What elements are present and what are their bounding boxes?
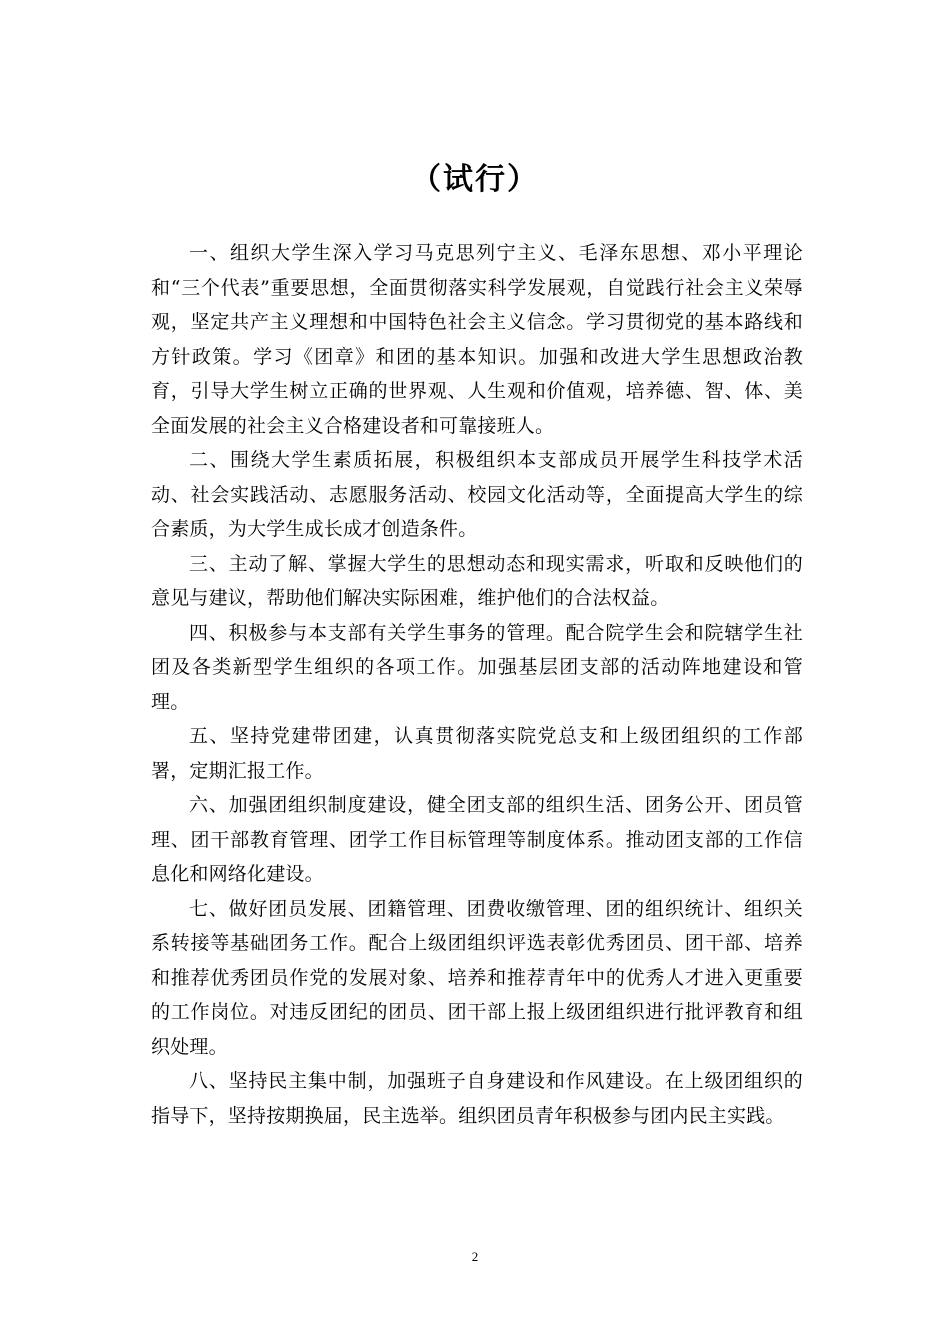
page-number: 2 xyxy=(471,1249,479,1264)
document-body xyxy=(151,236,803,1133)
paragraph-4: 四、积极参与本支部有关学生事务的管理。配合院学生会和院辖学生社团及各类新型学生组织的各项工作。加强基层团支部的活动阵地建设和管理。 xyxy=(151,621,803,713)
paragraph-7: 七、做好团员发展、团籍管理、团费收缴管理、团的组织统计、组织关系转接等基础团务工作。配合上级团组织评选表彰优秀团员、团干部、培养和推荐优秀团员作党的发展对象、培养和推荐青年中的优秀人才进入更重要的工作岗位。对违反团纪的团员、团干部上报上级团组织进行批评教育和组织处理。 xyxy=(151,897,803,1058)
document-title: （试行） xyxy=(411,162,539,197)
paragraph-3: 三、主动了解、掌握大学生的思想动态和现实需求，听取和反映他们的意见与建议，帮助他们解决实际困难，维护他们的合法权益。 xyxy=(151,552,803,609)
paragraph-1: 一、组织大学生深入学习马克思列宁主义、毛泽东思想、邓小平理论和“三个代表”重要思想，全面贯彻落实科学发展观，自觉践行社会主义荣辱观，坚定共产主义理想和中国特色社会主义信念。学习贯彻党的基本路线和方针政策。学习《团章》和团的基本知识。加强和改进大学生思想政治教育，引导大学生树立正确的世界观、人生观和价值观，培养德、智、体、美全面发展的社会主义合格建设者和可靠接班人。 xyxy=(151,242,803,437)
paragraph-6: 六、加强团组织制度建设，健全团支部的组织生活、团务公开、团员管理、团干部教育管理、团学工作目标管理等制度体系。推动团支部的工作信息化和网络化建设。 xyxy=(151,794,803,885)
paragraph-8: 八、坚持民主集中制，加强班子自身建设和作风建设。在上级团组织的指导下，坚持按期换届，民主选举。组织团员青年积极参与团内民主实践。 xyxy=(151,1070,803,1127)
paragraph-5: 五、坚持党建带团建，认真贯彻落实院党总支和上级团组织的工作部署，定期汇报工作。 xyxy=(151,725,803,782)
paragraph-2: 二、围绕大学生素质拓展，积极组织本支部成员开展学生科技学术活动、社会实践活动、志愿服务活动、校园文化活动等，全面提高大学生的综合素质，为大学生成长成才创造条件。 xyxy=(151,449,803,540)
